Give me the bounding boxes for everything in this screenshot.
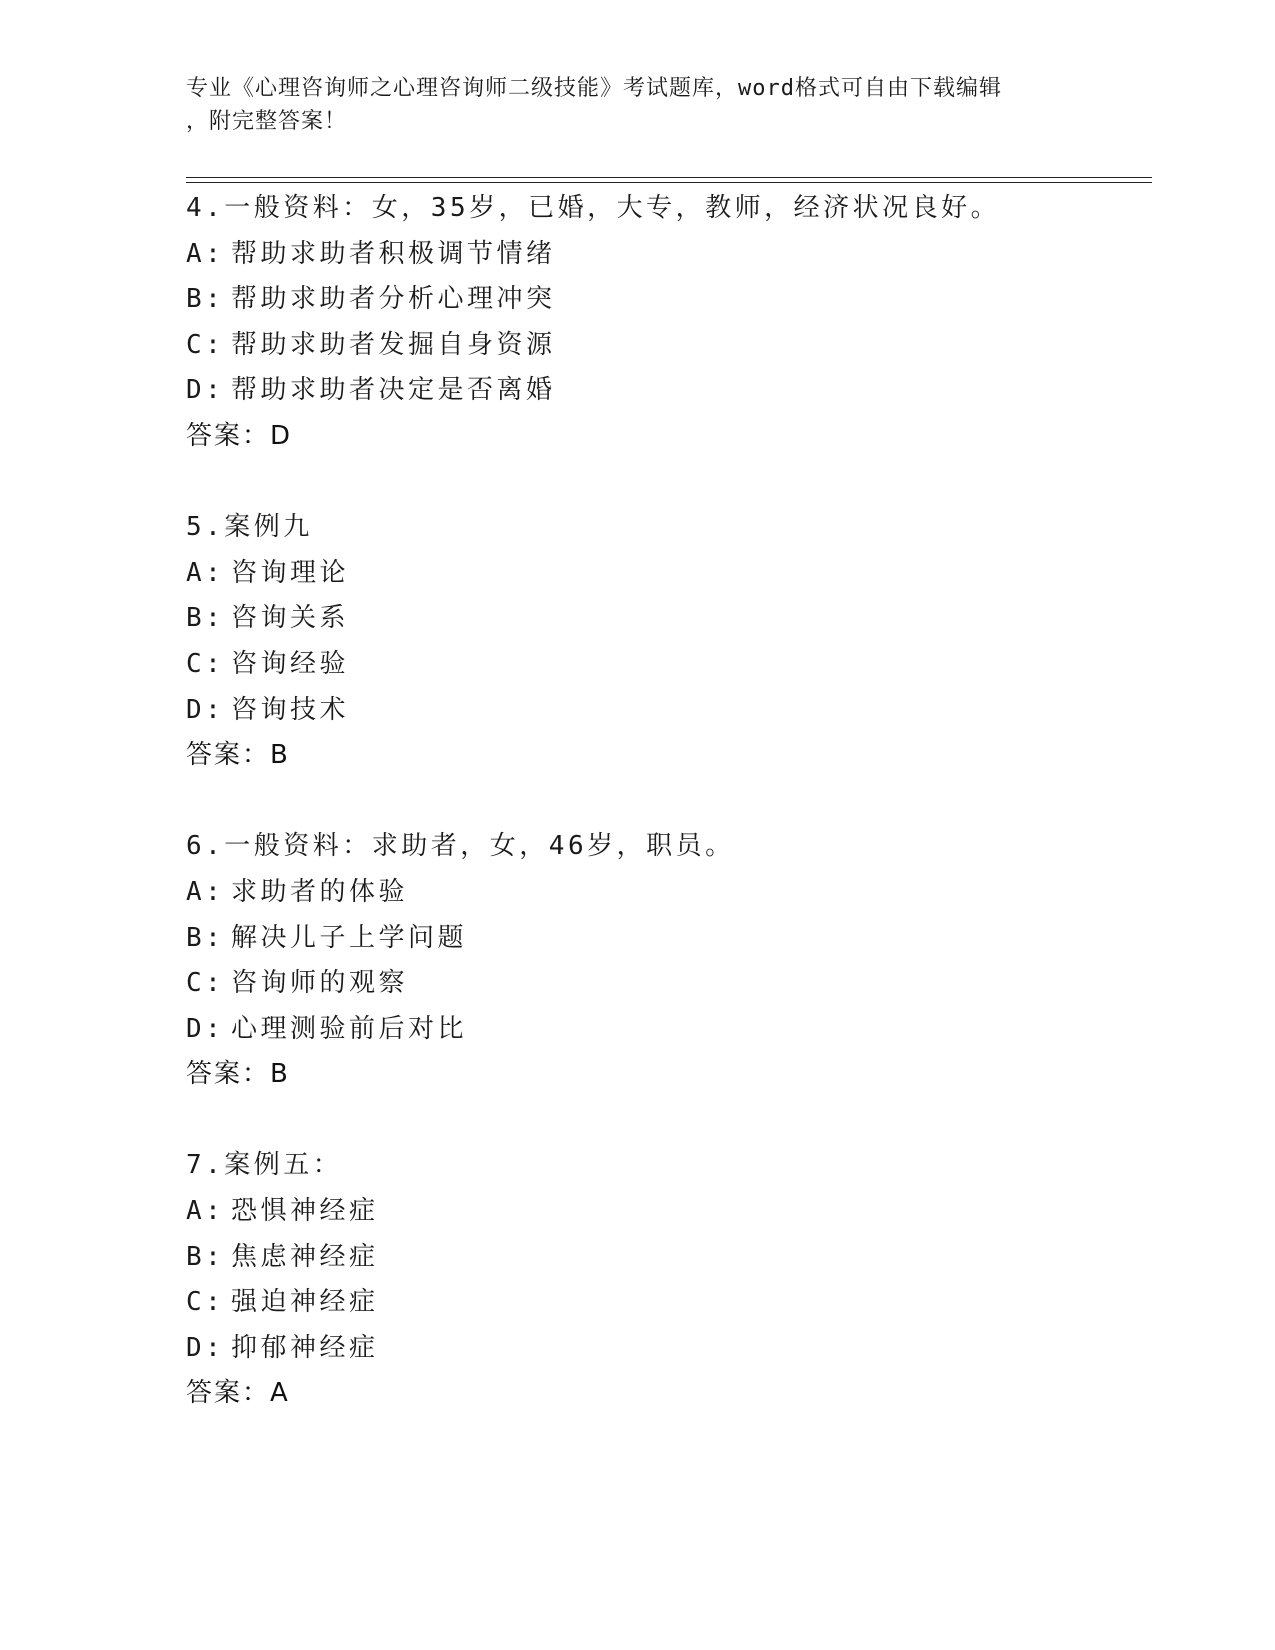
answer-label: 答案：B — [186, 1059, 290, 1090]
option-d — [186, 368, 1146, 414]
option-text: 咨询技术 — [231, 694, 350, 725]
question-item — [186, 505, 1146, 824]
option-text: 咨询理论 — [231, 557, 350, 588]
option-letter: A: — [186, 1196, 225, 1227]
option-letter: A: — [186, 876, 225, 907]
question-stem: 7.案例五： — [186, 1150, 343, 1181]
option-letter: A: — [186, 557, 225, 588]
option-letter: C: — [186, 1287, 225, 1318]
option-c — [186, 642, 1146, 688]
option-letter: B: — [186, 603, 225, 634]
option-letter: B: — [186, 1241, 225, 1272]
header-line-2: ，附完整答案！ — [186, 109, 348, 134]
option-text: 解决儿子上学问题 — [231, 922, 468, 953]
option-text: 咨询关系 — [231, 603, 350, 634]
option-a — [186, 1189, 1146, 1235]
question-stem: 5.案例九 — [186, 512, 313, 543]
question-item — [186, 1143, 1146, 1417]
option-d — [186, 688, 1146, 734]
answer-label: 答案：D — [186, 420, 293, 451]
option-text: 帮助求助者积极调节情绪 — [231, 238, 556, 269]
option-text: 咨询经验 — [231, 648, 350, 679]
question-spacer — [186, 779, 1146, 825]
question-spacer — [186, 1098, 1146, 1144]
question-list — [186, 186, 1146, 1417]
option-a — [186, 870, 1146, 916]
option-letter: C: — [186, 968, 225, 999]
question-stem: 4.一般资料：女，35岁，已婚，大专，教师，经济状况良好。 — [186, 193, 1001, 223]
option-text: 抑郁神经症 — [231, 1332, 379, 1363]
header-rule-bottom — [186, 182, 1152, 183]
option-b — [186, 1235, 1146, 1281]
option-text: 帮助求助者发掘自身资源 — [231, 329, 556, 360]
option-text: 强迫神经症 — [231, 1287, 379, 1318]
option-letter: D: — [186, 1013, 225, 1044]
option-letter: D: — [186, 1332, 225, 1363]
option-text: 咨询师的观察 — [231, 968, 409, 999]
option-letter: C: — [186, 329, 225, 360]
question-spacer — [186, 460, 1146, 506]
option-d — [186, 1007, 1146, 1053]
option-b — [186, 277, 1146, 323]
option-b — [186, 596, 1146, 642]
option-text: 心理测验前后对比 — [231, 1013, 468, 1044]
option-letter: B: — [186, 284, 225, 315]
option-b — [186, 916, 1146, 962]
question-item — [186, 186, 1146, 505]
answer-label: 答案：B — [186, 740, 290, 771]
option-text: 恐惧神经症 — [231, 1196, 379, 1227]
option-d — [186, 1326, 1146, 1372]
option-c — [186, 323, 1146, 369]
option-a — [186, 551, 1146, 597]
header-line-1: 专业《心理咨询师之心理咨询师二级技能》考试题库，word格式可自由下载编辑 — [186, 76, 1002, 101]
option-letter: B: — [186, 922, 225, 953]
question-stem: 6.一般资料：求助者，女，46岁，职员。 — [186, 831, 735, 862]
option-c — [186, 1280, 1146, 1326]
header-rule-top — [186, 177, 1152, 178]
option-c — [186, 961, 1146, 1007]
option-letter: D: — [186, 694, 225, 725]
question-item — [186, 824, 1146, 1143]
option-text: 焦虑神经症 — [231, 1241, 379, 1272]
option-text: 帮助求助者决定是否离婚 — [231, 375, 556, 406]
option-letter: A: — [186, 238, 225, 269]
option-letter: D: — [186, 375, 225, 406]
option-text: 求助者的体验 — [231, 876, 409, 907]
option-text: 帮助求助者分析心理冲突 — [231, 284, 556, 315]
document-header — [186, 72, 1086, 138]
option-a — [186, 232, 1146, 278]
option-letter: C: — [186, 648, 225, 679]
answer-label: 答案：A — [186, 1378, 290, 1409]
